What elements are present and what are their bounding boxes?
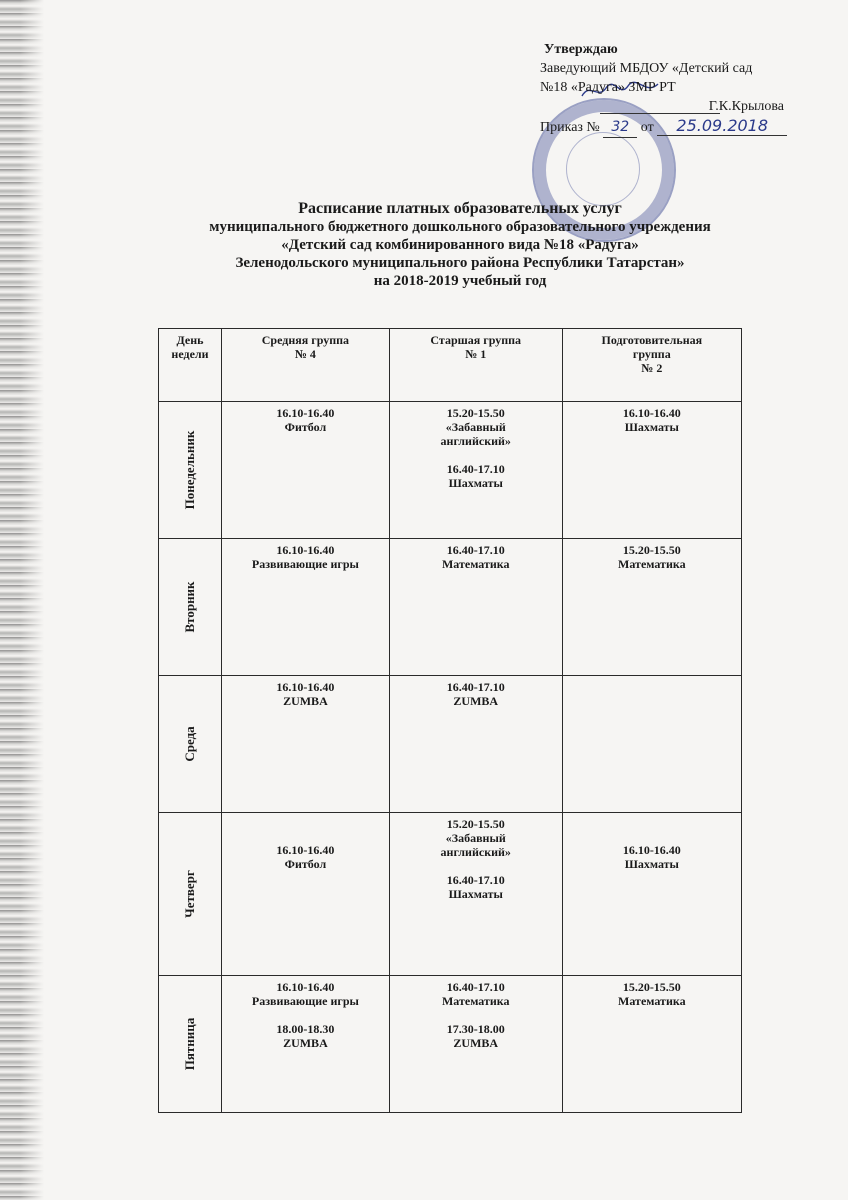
slot-activity: Шахматы xyxy=(448,887,503,901)
title-line1: Расписание платных образовательных услуг xyxy=(298,200,622,217)
schedule-slot xyxy=(566,406,738,434)
slot-time: 16.10-16.40 xyxy=(276,406,335,420)
slot-activity: ZUMBA xyxy=(283,694,328,708)
schedule-slot xyxy=(225,1022,386,1050)
slot-time: 16.10-16.40 xyxy=(276,680,335,694)
schedule-slot xyxy=(225,406,386,434)
approval-line1: Заведующий МБДОУ «Детский сад xyxy=(540,61,753,76)
table-row xyxy=(159,813,742,976)
slot-time: 16.10-16.40 xyxy=(276,843,335,857)
slot-activity: «Забавный xyxy=(445,420,506,434)
slot-activity: Фитбол xyxy=(284,420,327,434)
schedule-slot xyxy=(393,1022,559,1050)
title-line3: «Детский сад комбинированного вида №18 «Радуга» xyxy=(281,237,639,253)
slot-activity: Шахматы xyxy=(624,857,679,871)
schedule-slot xyxy=(393,543,559,571)
schedule-cell-g4 xyxy=(221,539,389,676)
schedule-cell-g1 xyxy=(389,813,562,976)
title-line4: Зеленодольского муниципального района Республики Татарстан» xyxy=(235,255,685,271)
order-date: 25.09.2018 xyxy=(657,116,787,136)
schedule-slot xyxy=(225,980,386,1008)
slot-activity: Шахматы xyxy=(448,476,503,490)
scan-edge xyxy=(0,0,44,1200)
slot-activity: Развивающие игры xyxy=(251,994,359,1008)
approval-signer: Г.К.Крылова xyxy=(708,99,784,114)
schedule-slot xyxy=(393,873,559,901)
day-label: Вторник xyxy=(181,581,197,633)
schedule-cell-g2 xyxy=(562,976,741,1113)
schedule-slot xyxy=(393,406,559,448)
slot-activity: Развивающие игры xyxy=(251,557,359,571)
table-row xyxy=(159,402,742,539)
day-cell xyxy=(159,402,222,539)
slot-activity: ZUMBA xyxy=(453,1036,499,1050)
slot-time: 16.10-16.40 xyxy=(622,406,681,420)
title-line5: на 2018-2019 учебный год xyxy=(373,273,547,289)
slot-activity: Фитбол xyxy=(284,857,327,871)
approval-line2: №18 «Радуга» ЗМР РТ xyxy=(540,80,676,95)
schedule-cell-g1 xyxy=(389,539,562,676)
schedule-slot xyxy=(225,680,386,708)
schedule-slot xyxy=(393,462,559,490)
header-group1: Старшая группа № 1 xyxy=(389,329,562,402)
slot-time: 15.20-15.50 xyxy=(446,817,505,831)
table-row xyxy=(159,676,742,813)
schedule-cell-g4 xyxy=(221,676,389,813)
slot-activity: Математика xyxy=(441,557,510,571)
schedule-table xyxy=(158,328,742,1113)
day-cell xyxy=(159,813,222,976)
header-group2: Подготовительная группа № 2 xyxy=(562,329,741,402)
schedule-slot xyxy=(566,843,738,871)
slot-time: 16.40-17.10 xyxy=(446,980,505,994)
slot-time: 17.30-18.00 xyxy=(446,1022,505,1036)
order-from: от xyxy=(640,120,654,135)
schedule-cell-g2 xyxy=(562,813,741,976)
slot-time: 15.20-15.50 xyxy=(446,406,505,420)
header-row xyxy=(159,329,742,402)
schedule-cell-g1 xyxy=(389,402,562,539)
slot-activity: Математика xyxy=(618,557,686,571)
slot-time: 16.10-16.40 xyxy=(622,843,681,857)
schedule-cell-g2 xyxy=(562,676,741,813)
slot-time: 18.00-18.30 xyxy=(276,1022,335,1036)
slot-activity: Математика xyxy=(618,994,686,1008)
approval-title: Утверждаю xyxy=(544,42,618,57)
schedule-slot xyxy=(393,980,559,1008)
day-label: Среда xyxy=(181,726,197,762)
slot-activity: «Забавный xyxy=(445,831,506,845)
slot-activity: Шахматы xyxy=(624,420,679,434)
schedule-cell-g2 xyxy=(562,402,741,539)
slot-time: 15.20-15.50 xyxy=(622,980,681,994)
slot-time: 16.40-17.10 xyxy=(446,462,505,476)
slot-time: 16.10-16.40 xyxy=(276,980,335,994)
schedule-cell-g4 xyxy=(221,813,389,976)
day-cell xyxy=(159,539,222,676)
slot-activity: Математика xyxy=(441,994,510,1008)
header-group4: Средняя группа № 4 xyxy=(221,329,389,402)
day-label: Пятница xyxy=(181,1017,197,1071)
slot-time: 16.40-17.10 xyxy=(446,680,505,694)
slot-activity: английский» xyxy=(440,845,511,859)
schedule-slot xyxy=(566,980,738,1008)
schedule-cell-g2 xyxy=(562,539,741,676)
order-label: Приказ № xyxy=(540,120,600,135)
title-line2: муниципального бюджетного дошкольного образовательного учреждения xyxy=(209,219,711,235)
schedule-slot xyxy=(393,680,559,708)
header-day: День недели xyxy=(159,329,222,402)
table-row xyxy=(159,976,742,1113)
schedule-slot xyxy=(393,817,559,859)
schedule-cell-g1 xyxy=(389,976,562,1113)
approval-signer-row xyxy=(540,97,800,116)
day-label: Понедельник xyxy=(181,430,197,510)
table-row xyxy=(159,539,742,676)
slot-time: 16.40-17.10 xyxy=(446,873,505,887)
document-title xyxy=(90,200,830,290)
approval-block xyxy=(540,40,800,138)
schedule-slot xyxy=(225,843,386,871)
slot-time: 16.40-17.10 xyxy=(446,543,505,557)
slot-activity: английский» xyxy=(440,434,511,448)
slot-time: 15.20-15.50 xyxy=(622,543,681,557)
slot-activity: ZUMBA xyxy=(453,694,499,708)
schedule-slot xyxy=(225,543,386,571)
approval-order-row xyxy=(540,116,800,138)
day-cell xyxy=(159,676,222,813)
slot-activity: ZUMBA xyxy=(283,1036,328,1050)
day-cell xyxy=(159,976,222,1113)
order-number: 32 xyxy=(603,118,637,138)
schedule-slot xyxy=(566,543,738,571)
schedule-cell-g4 xyxy=(221,976,389,1113)
schedule-cell-g1 xyxy=(389,676,562,813)
schedule-cell-g4 xyxy=(221,402,389,539)
day-label: Четверг xyxy=(181,870,197,918)
slot-time: 16.10-16.40 xyxy=(276,543,335,557)
